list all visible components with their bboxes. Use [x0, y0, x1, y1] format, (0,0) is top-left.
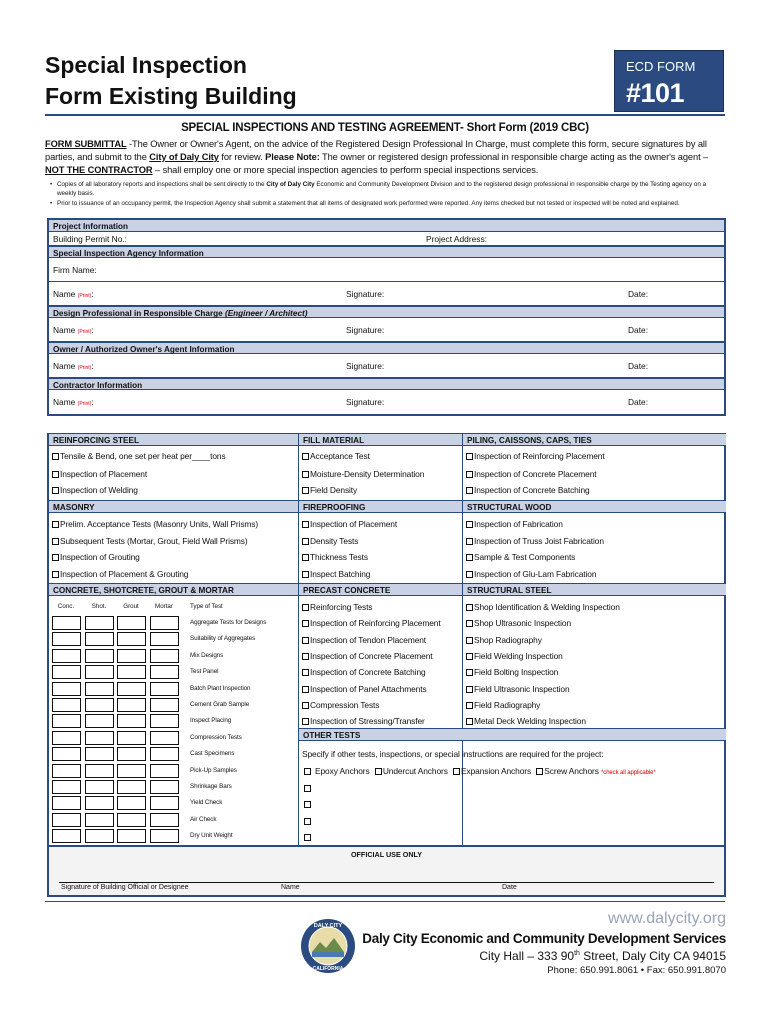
checkbox[interactable] [302, 686, 309, 693]
steel-item[interactable]: Shop Radiography [463, 632, 542, 648]
not-contractor: NOT THE CONTRACTOR [45, 165, 153, 175]
piling-item-concrete-placement[interactable]: Inspection of Concrete Placement [463, 466, 597, 482]
design-signature-row[interactable] [49, 318, 724, 342]
concrete-test-checkbox[interactable] [150, 747, 179, 761]
piling-item-batching[interactable]: Inspection of Concrete Batching [463, 482, 590, 498]
concrete-test-checkbox[interactable] [117, 747, 146, 761]
owner-signature-row[interactable] [49, 354, 724, 378]
checkbox[interactable] [52, 521, 59, 528]
screw-checkbox[interactable] [536, 768, 543, 775]
concrete-test-checkbox[interactable] [52, 731, 81, 745]
phone-fax: Phone: 650.991.8061 • Fax: 650.991.8070 [547, 965, 726, 976]
concrete-test-checkbox[interactable] [150, 682, 179, 696]
official-use-title: OFFICIAL USE ONLY [350, 850, 423, 859]
other-checkbox-1[interactable] [301, 780, 312, 796]
concrete-test-checkbox[interactable] [117, 796, 146, 810]
contractor-signature-row[interactable] [49, 390, 724, 414]
official-signature-label: Signature of Building Official or Designee [61, 884, 189, 891]
ecd-form-number: #101 [626, 78, 685, 108]
checkbox[interactable] [466, 718, 473, 725]
agreement-title: SPECIAL INSPECTIONS AND TESTING AGREEMENT- Short Form (2019 CBC) [181, 122, 589, 134]
concrete-test-checkbox[interactable] [150, 731, 179, 745]
ecd-form-badge [614, 50, 724, 112]
type-of-test-header: Type of Test [190, 603, 223, 610]
precast-item[interactable]: Inspection of Concrete Placement [299, 648, 433, 664]
information-grid [47, 218, 726, 416]
fill-item-moisture[interactable]: Moisture-Density Determination [299, 466, 424, 482]
concrete-test-checkbox[interactable] [85, 813, 114, 827]
concrete-test-checkbox[interactable] [85, 616, 114, 630]
concrete-heading: CONCRETE, SHOTCRETE, GROUT & MORTAR [49, 583, 298, 596]
concrete-test-checkbox[interactable] [117, 632, 146, 646]
concrete-test-checkbox[interactable] [117, 829, 146, 843]
fireproofing-item-batching[interactable]: Inspect Batching [299, 566, 370, 582]
precast-item[interactable]: Compression Tests [299, 697, 379, 713]
name-label: Name (Print): [53, 397, 94, 407]
checkbox[interactable] [52, 453, 59, 460]
concrete-col-header: Grout [123, 603, 139, 610]
concrete-test-checkbox[interactable] [52, 813, 81, 827]
reinforcing-item-tensile[interactable]: Tensile & Bend, one set per heat per____tons [49, 448, 226, 464]
concrete-test-label: Cast Specimens [190, 750, 235, 758]
masonry-item-grouting[interactable]: Inspection of Grouting [49, 549, 140, 565]
checkbox[interactable] [466, 471, 473, 478]
submittal-text-4: – shall employ one or more special inspection agencies to perform special inspections services. [152, 165, 539, 175]
concrete-test-checkbox[interactable] [117, 665, 146, 679]
masonry-item-subsequent[interactable]: Subsequent Tests (Mortar, Grout, Field Wall Prisms) [49, 533, 248, 549]
wood-item-glulam[interactable]: Inspection of Glu-Lam Fabrication [463, 566, 596, 582]
wood-item-sample[interactable]: Sample & Test Components [463, 549, 575, 565]
concrete-test-label: Batch Plant Inspection [190, 684, 251, 692]
concrete-test-checkbox[interactable] [85, 714, 114, 728]
agency-signature-row[interactable] [49, 282, 724, 306]
concrete-test-label: Test Panel [190, 668, 219, 676]
concrete-test-checkbox[interactable] [150, 714, 179, 728]
checkbox[interactable] [466, 538, 473, 545]
other-specify-text: Specify if other tests, inspections, or special instructions are required for the project: [302, 749, 604, 759]
concrete-test-checkbox[interactable] [52, 632, 81, 646]
concrete-test-checkbox[interactable] [52, 780, 81, 794]
concrete-test-checkbox[interactable] [52, 682, 81, 696]
signature-label: Signature: [346, 361, 385, 371]
fireproofing-item-placement[interactable]: Inspection of Placement [299, 516, 397, 532]
title-line-2: Form Existing Building [45, 83, 297, 109]
checkbox[interactable] [466, 453, 473, 460]
fill-material-heading: FILL MATERIAL [299, 433, 462, 446]
checkbox[interactable] [466, 487, 473, 494]
checkbox[interactable] [466, 604, 473, 611]
date-label: Date: [628, 325, 649, 335]
checkbox[interactable] [302, 571, 309, 578]
fireproofing-heading: FIREPROOFING [299, 500, 462, 513]
city-name: City of Daly City [149, 152, 219, 162]
checkbox[interactable] [302, 702, 309, 709]
concrete-test-checkbox[interactable] [85, 682, 114, 696]
checkbox[interactable] [302, 637, 309, 644]
checkbox[interactable] [466, 554, 473, 561]
concrete-test-checkbox[interactable] [117, 682, 146, 696]
wood-item-truss[interactable]: Inspection of Truss Joist Fabrication [463, 533, 604, 549]
signature-label: Signature: [346, 325, 385, 335]
masonry-item-placement-grouting[interactable]: Inspection of Placement & Grouting [49, 566, 188, 582]
precast-item[interactable]: Inspection of Reinforcing Placement [299, 615, 441, 631]
masonry-heading: MASONRY [49, 500, 298, 513]
signature-label: Signature: [346, 289, 385, 299]
reinforcing-item-placement[interactable]: Inspection of Placement [49, 466, 147, 482]
piling-item-reinforcing[interactable]: Inspection of Reinforcing Placement [463, 448, 605, 464]
fireproofing-item-density[interactable]: Density Tests [299, 533, 358, 549]
instruction-bullets [50, 180, 726, 209]
concrete-test-checkbox[interactable] [150, 764, 179, 778]
checkbox[interactable] [466, 637, 473, 644]
official-signature-line[interactable] [59, 882, 714, 883]
steel-item[interactable]: Metal Deck Welding Inspection [463, 713, 586, 729]
bullet-occupancy: • Prior to issuance of an occupancy permit, the Inspection Agency shall submit a statement that all items of designated work performed were reported. Any items checked but not tested or inspected will be noted and explained. [50, 199, 726, 208]
concrete-test-checkbox[interactable] [117, 813, 146, 827]
reinforcing-item-welding[interactable]: Inspection of Welding [49, 482, 138, 498]
submittal-text-3: The owner or registered design professional in responsible charge acting as the owner's agent – [319, 152, 709, 162]
checkbox[interactable] [466, 571, 473, 578]
svg-text:DALY CITY: DALY CITY [313, 923, 343, 929]
official-name-label: Name [281, 884, 300, 891]
footer-divider [45, 901, 725, 902]
other-checkbox-3[interactable] [301, 813, 312, 829]
anchor-options[interactable]: Epoxy Anchors Undercut Anchors Expansion Anchors Screw Anchors *check all applicable* [299, 763, 656, 779]
fill-item-acceptance[interactable]: Acceptance Test [299, 448, 370, 464]
project-information-heading: Project Information [49, 220, 724, 232]
masonry-item-prelim[interactable]: Prelim. Acceptance Tests (Masonry Units, Wall Prisms) [49, 516, 258, 532]
concrete-test-checkbox[interactable] [150, 829, 179, 843]
other-checkbox-2[interactable] [301, 796, 312, 812]
steel-item[interactable]: Shop Identification & Welding Inspection [463, 599, 620, 615]
steel-item[interactable]: Field Radiography [463, 697, 540, 713]
owner-heading: Owner / Authorized Owner's Agent Information [49, 342, 724, 354]
concrete-test-checkbox[interactable] [117, 698, 146, 712]
firm-name-label: Firm Name: [53, 265, 97, 275]
checkbox[interactable] [302, 620, 309, 627]
address: City Hall – 333 90th Street, Daly City CA 94015 [479, 949, 726, 963]
expansion-checkbox[interactable] [453, 768, 460, 775]
concrete-test-checkbox[interactable] [85, 731, 114, 745]
checkbox[interactable] [302, 471, 309, 478]
department-name: Daly City Economic and Community Development Services [362, 931, 726, 946]
checkbox[interactable] [52, 554, 59, 561]
checkbox[interactable] [466, 653, 473, 660]
concrete-test-checkbox[interactable] [85, 780, 114, 794]
inspection-checklist [47, 433, 726, 847]
concrete-test-checkbox[interactable] [52, 796, 81, 810]
checkbox[interactable] [302, 718, 309, 725]
ecd-form-label: ECD FORM [626, 59, 696, 74]
precast-item[interactable]: Inspection of Tendon Placement [299, 632, 426, 648]
concrete-test-checkbox[interactable] [85, 764, 114, 778]
concrete-test-label: Pick-Up Samples [190, 766, 237, 774]
contractor-heading: Contractor Information [49, 378, 724, 390]
name-label: Name (Print): [53, 289, 94, 299]
steel-item[interactable]: Shop Ultrasonic Inspection [463, 615, 571, 631]
checkbox[interactable] [302, 487, 309, 494]
steel-item[interactable]: Field Ultrasonic Inspection [463, 681, 570, 697]
concrete-test-checkbox[interactable] [52, 764, 81, 778]
concrete-test-checkbox[interactable] [150, 698, 179, 712]
project-row[interactable] [49, 232, 724, 246]
name-label: Name (Print): [53, 361, 94, 371]
checkbox[interactable] [52, 538, 59, 545]
checkbox[interactable] [466, 702, 473, 709]
concrete-test-checkbox[interactable] [150, 616, 179, 630]
wood-item-fabrication[interactable]: Inspection of Fabrication [463, 516, 563, 532]
concrete-test-checkbox[interactable] [117, 780, 146, 794]
form-title [45, 50, 297, 112]
official-date-label: Date [502, 884, 517, 891]
checkbox[interactable] [302, 453, 309, 460]
concrete-test-checkbox[interactable] [150, 665, 179, 679]
steel-item[interactable]: Field Welding Inspection [463, 648, 563, 664]
concrete-test-checkbox[interactable] [85, 698, 114, 712]
concrete-test-checkbox[interactable] [85, 747, 114, 761]
reinforcing-steel-heading: REINFORCING STEEL [49, 433, 298, 446]
date-label: Date: [628, 397, 649, 407]
concrete-test-checkbox[interactable] [85, 665, 114, 679]
concrete-test-checkbox[interactable] [117, 649, 146, 663]
concrete-test-label: Dry Unit Weight [190, 832, 233, 840]
checkbox[interactable] [302, 669, 309, 676]
checkbox[interactable] [466, 686, 473, 693]
concrete-test-label: Compression Tests [190, 733, 242, 741]
concrete-test-label: Inspect Placing [190, 717, 232, 725]
title-line-1: Special Inspection [45, 52, 247, 78]
svg-text:CALIFORNIA: CALIFORNIA [312, 966, 344, 972]
concrete-col-header: Conc. [57, 603, 75, 610]
concrete-col-header: Mortar [155, 603, 173, 610]
concrete-test-checkbox[interactable] [52, 665, 81, 679]
submittal-text-2: for review. [218, 152, 266, 162]
concrete-test-checkbox[interactable] [52, 714, 81, 728]
checkbox[interactable] [302, 538, 309, 545]
concrete-test-checkbox[interactable] [117, 714, 146, 728]
checkbox[interactable] [52, 571, 59, 578]
piling-heading: PILING, CAISSONS, CAPS, TIES [463, 433, 726, 446]
concrete-test-label: Air Check [190, 815, 217, 823]
checkbox[interactable] [466, 669, 473, 676]
concrete-test-checkbox[interactable] [52, 649, 81, 663]
agency-heading: Special Inspection Agency Information [49, 246, 724, 258]
name-label: Name (Print): [53, 325, 94, 335]
concrete-test-checkbox[interactable] [52, 829, 81, 843]
concrete-test-checkbox[interactable] [85, 632, 114, 646]
concrete-test-checkbox[interactable] [85, 649, 114, 663]
precast-item[interactable]: Inspection of Stressing/Transfer [299, 713, 425, 729]
concrete-test-checkbox[interactable] [117, 731, 146, 745]
checkbox[interactable] [52, 487, 59, 494]
concrete-test-checkbox[interactable] [150, 813, 179, 827]
concrete-test-checkbox[interactable] [117, 616, 146, 630]
checkbox[interactable] [302, 521, 309, 528]
permit-label: Building Permit No.: [53, 234, 128, 244]
fireproofing-item-thickness[interactable]: Thickness Tests [299, 549, 368, 565]
structural-wood-heading: STRUCTURAL WOOD [463, 500, 726, 513]
other-tests-heading: OTHER TESTS [299, 728, 726, 741]
checkbox[interactable] [466, 620, 473, 627]
design-professional-heading: Design Professional in Responsible Charge (Engineer / Architect) [49, 306, 724, 318]
title-divider [45, 114, 725, 116]
date-label: Date: [628, 361, 649, 371]
concrete-test-checkbox[interactable] [52, 698, 81, 712]
concrete-col-header: Shot. [91, 603, 107, 610]
concrete-test-label: Yield Check [190, 799, 223, 807]
signature-label: Signature: [346, 397, 385, 407]
steel-item[interactable]: Field Bolting Inspection [463, 664, 558, 680]
checkbox[interactable] [466, 521, 473, 528]
firm-name-row[interactable] [49, 258, 724, 282]
concrete-test-checkbox[interactable] [150, 649, 179, 663]
submittal-label: FORM SUBMITTAL [45, 139, 127, 149]
concrete-test-checkbox[interactable] [150, 632, 179, 646]
address-label: Project Address: [426, 234, 487, 244]
epoxy-checkbox[interactable] [304, 768, 311, 775]
concrete-test-checkbox[interactable] [150, 796, 179, 810]
concrete-test-checkbox[interactable] [52, 616, 81, 630]
concrete-test-label: Suitability of Aggregates [190, 635, 256, 643]
please-note: Please Note: [265, 152, 320, 162]
concrete-test-checkbox[interactable] [85, 796, 114, 810]
concrete-test-checkbox[interactable] [85, 829, 114, 843]
structural-steel-heading: STRUCTURAL STEEL [463, 583, 726, 596]
checkbox[interactable] [302, 604, 309, 611]
precast-item[interactable]: Reinforcing Tests [299, 599, 372, 615]
bullet-reports: • Copies of all laboratory reports and inspections shall be sent directly to the City of Daly City Economic and Community Development Division and to the registered design professional in responsible charge by the Testing agency on a weekly basis. [50, 180, 726, 198]
concrete-test-label: Cement Grab Sample [190, 701, 250, 708]
checkbox[interactable] [52, 471, 59, 478]
submittal-text-1: -The Owner or Owner's Agent, on the advice of the Registered Design Professional In Charge, must complete this form, secure signatures by all parties, and submit to the [45, 139, 707, 162]
concrete-test-label: Aggregate Tests for Designs [190, 619, 267, 626]
other-checkbox-4[interactable] [301, 829, 312, 845]
precast-item[interactable]: Inspection of Concrete Batching [299, 664, 426, 680]
concrete-test-checkbox[interactable] [52, 747, 81, 761]
concrete-test-label: Shrinkage Bars [190, 783, 232, 790]
concrete-test-label: Mix Designs [190, 651, 224, 659]
concrete-test-checkbox[interactable] [117, 764, 146, 778]
concrete-test-checkbox[interactable] [150, 780, 179, 794]
website-link[interactable]: www.dalycity.org [608, 910, 726, 927]
form-submittal-paragraph [45, 138, 727, 177]
check-all-note: *check all applicable* [601, 770, 656, 776]
fill-item-density[interactable]: Field Density [299, 482, 357, 498]
precast-item[interactable]: Inspection of Panel Attachments [299, 681, 427, 697]
checkbox[interactable] [302, 653, 309, 660]
undercut-checkbox[interactable] [375, 768, 382, 775]
date-label: Date: [628, 289, 649, 299]
checkbox[interactable] [302, 554, 309, 561]
precast-heading: PRECAST CONCRETE [299, 583, 462, 596]
official-use-section [47, 847, 726, 897]
